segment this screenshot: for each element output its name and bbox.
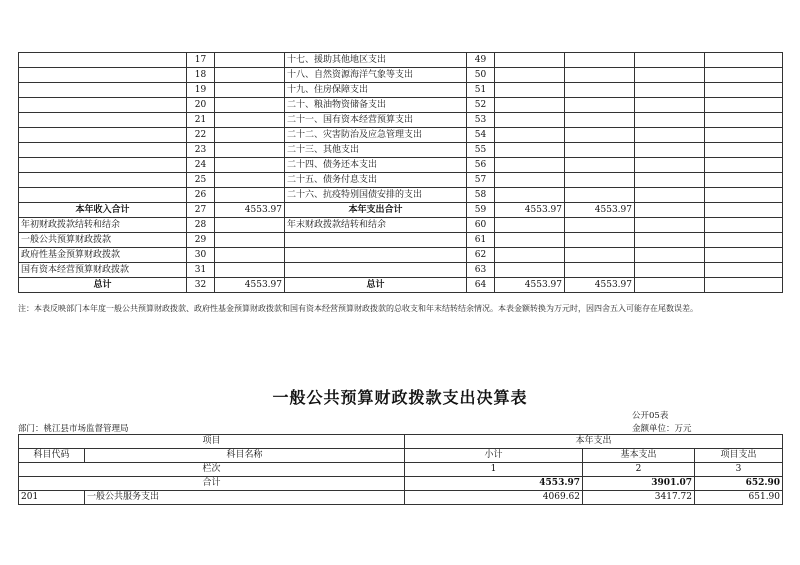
table-cell-f (495, 218, 565, 233)
table-cell-h (635, 278, 705, 293)
table-cell-b: 30 (187, 248, 215, 263)
table-cell-b: 32 (187, 278, 215, 293)
table-cell-g (565, 188, 635, 203)
table-cell-d: 总计 (285, 278, 467, 293)
table-cell-f (495, 143, 565, 158)
table-cell-b: 29 (187, 233, 215, 248)
table-cell-g (565, 98, 635, 113)
table-cell-f: 4553.97 (495, 203, 565, 218)
table-cell-i (705, 98, 783, 113)
table-cell-d: 十七、援助其他地区支出 (285, 53, 467, 68)
table-cell-c (215, 113, 285, 128)
department-label: 部门：桃江县市场监督管理局 (18, 424, 129, 434)
lanci-1: 1 (405, 463, 583, 477)
table-cell-d: 二十四、债务还本支出 (285, 158, 467, 173)
table-cell-i (705, 68, 783, 83)
table-cell-a: 一般公共预算财政拨款 (19, 233, 187, 248)
table-cell-d: 二十一、国有资本经营预算支出 (285, 113, 467, 128)
header-row-2 (19, 449, 783, 463)
table-cell-a (19, 68, 187, 83)
table-cell-g (565, 218, 635, 233)
table-row (19, 143, 783, 158)
table-cell-f (495, 113, 565, 128)
table-row (19, 53, 783, 68)
table-cell-b: 17 (187, 53, 215, 68)
table-cell-c (215, 98, 285, 113)
header-row-1 (19, 435, 783, 449)
table-cell-d: 二十三、其他支出 (285, 143, 467, 158)
table-cell-i (705, 203, 783, 218)
table-cell-b: 28 (187, 218, 215, 233)
table-cell-i (705, 263, 783, 278)
table-row (19, 158, 783, 173)
table-cell-h (635, 203, 705, 218)
lanci-2: 2 (583, 463, 695, 477)
table-row (19, 188, 783, 203)
table-cell-g (565, 158, 635, 173)
table-row (19, 218, 783, 233)
table-cell-h (635, 83, 705, 98)
table-cell-g (565, 173, 635, 188)
table-cell-d (285, 233, 467, 248)
table-cell-e: 50 (467, 68, 495, 83)
table-cell-a (19, 83, 187, 98)
table-row (19, 233, 783, 248)
table-cell-g (565, 83, 635, 98)
page-title: 一般公共预算财政拨款支出决算表 (272, 388, 528, 407)
table-cell-h (635, 218, 705, 233)
table-cell-a (19, 53, 187, 68)
table-cell-a (19, 128, 187, 143)
table-cell-h (635, 128, 705, 143)
table-row (19, 278, 783, 293)
table-cell-e: 59 (467, 203, 495, 218)
col-project: 项目支出 (695, 449, 783, 463)
table-cell-e: 56 (467, 158, 495, 173)
table-cell-a (19, 113, 187, 128)
table-cell-c (215, 143, 285, 158)
table-cell-h (635, 188, 705, 203)
row-subtotal: 4069.62 (405, 491, 583, 505)
table-cell-f (495, 98, 565, 113)
table-row (19, 173, 783, 188)
table-cell-f (495, 53, 565, 68)
table-cell-i (705, 278, 783, 293)
total-subtotal: 4553.97 (405, 477, 583, 491)
table-cell-c (215, 158, 285, 173)
total-project: 652.90 (695, 477, 783, 491)
table-cell-g (565, 128, 635, 143)
table-cell-d (285, 263, 467, 278)
table-cell-g (565, 248, 635, 263)
table-row (19, 203, 783, 218)
table-cell-c (215, 218, 285, 233)
table-cell-a (19, 158, 187, 173)
table-cell-i (705, 143, 783, 158)
table-cell-b: 23 (187, 143, 215, 158)
table-cell-e: 51 (467, 83, 495, 98)
table-row (19, 263, 783, 278)
table-cell-e: 54 (467, 128, 495, 143)
table-cell-h (635, 263, 705, 278)
table-cell-a (19, 173, 187, 188)
table-cell-g (565, 143, 635, 158)
table-cell-g (565, 113, 635, 128)
table-cell-b: 26 (187, 188, 215, 203)
total-basic: 3901.07 (583, 477, 695, 491)
total-label: 合计 (19, 477, 405, 491)
table-cell-b: 19 (187, 83, 215, 98)
lanci-row (19, 463, 783, 477)
table-row (19, 491, 783, 505)
row-name: 一般公共服务支出 (85, 491, 405, 505)
table-cell-c (215, 53, 285, 68)
table-cell-i (705, 53, 783, 68)
table-cell-e: 52 (467, 98, 495, 113)
table-cell-h (635, 248, 705, 263)
table-cell-a: 总计 (19, 278, 187, 293)
table-cell-i (705, 188, 783, 203)
table-cell-f (495, 233, 565, 248)
total-row (19, 477, 783, 491)
table-cell-a: 年初财政拨款结转和结余 (19, 218, 187, 233)
table-cell-i (705, 218, 783, 233)
form-number: 公开05表 (632, 411, 669, 421)
table-cell-g (565, 263, 635, 278)
lanci-3: 3 (695, 463, 783, 477)
table-cell-f (495, 83, 565, 98)
table-row (19, 68, 783, 83)
table-cell-b: 21 (187, 113, 215, 128)
table-cell-f (495, 248, 565, 263)
expenditure-table (18, 434, 783, 505)
table-cell-a (19, 98, 187, 113)
table-cell-c (215, 248, 285, 263)
table-cell-f (495, 68, 565, 83)
table-cell-f (495, 188, 565, 203)
table-cell-a: 本年收入合计 (19, 203, 187, 218)
table-cell-b: 25 (187, 173, 215, 188)
table-cell-d: 十九、住房保障支出 (285, 83, 467, 98)
table-cell-e: 62 (467, 248, 495, 263)
table-cell-b: 18 (187, 68, 215, 83)
table-cell-e: 64 (467, 278, 495, 293)
table-cell-a (19, 143, 187, 158)
header-year: 本年支出 (405, 435, 783, 449)
table-cell-e: 63 (467, 263, 495, 278)
table-cell-i (705, 248, 783, 263)
table-cell-h (635, 53, 705, 68)
table-row (19, 98, 783, 113)
table-cell-e: 58 (467, 188, 495, 203)
table-cell-h (635, 143, 705, 158)
table-cell-d: 二十五、债务付息支出 (285, 173, 467, 188)
col-subtotal: 小计 (405, 449, 583, 463)
table-cell-e: 61 (467, 233, 495, 248)
table-cell-c (215, 233, 285, 248)
table-row (19, 248, 783, 263)
table-cell-c (215, 83, 285, 98)
table-cell-c (215, 173, 285, 188)
col-basic: 基本支出 (583, 449, 695, 463)
table-cell-d: 年末财政拨款结转和结余 (285, 218, 467, 233)
table-cell-c (215, 263, 285, 278)
table-cell-a: 政府性基金预算财政拨款 (19, 248, 187, 263)
unit-label: 金额单位：万元 (632, 424, 692, 434)
table-cell-h (635, 113, 705, 128)
table-cell-a (19, 188, 187, 203)
table-note: 注：本表反映部门本年度一般公共预算财政拨款、政府性基金预算财政拨款和国有资本经营预算财政拨款的总收支和年末结转结余情况。本表金额转换为万元时，因四舍五入可能存在尾数误差。 (18, 304, 698, 313)
table-cell-g: 4553.97 (565, 203, 635, 218)
table-cell-d: 十八、自然资源海洋气象等支出 (285, 68, 467, 83)
table-row (19, 113, 783, 128)
table-cell-h (635, 158, 705, 173)
table-cell-i (705, 233, 783, 248)
col-name: 科目名称 (85, 449, 405, 463)
table-cell-c (215, 188, 285, 203)
table-cell-g (565, 233, 635, 248)
row-project: 651.90 (695, 491, 783, 505)
table-cell-e: 57 (467, 173, 495, 188)
table-cell-e: 49 (467, 53, 495, 68)
table-cell-h (635, 68, 705, 83)
table-cell-i (705, 113, 783, 128)
table-cell-e: 60 (467, 218, 495, 233)
table-cell-f (495, 158, 565, 173)
table-cell-i (705, 158, 783, 173)
table-cell-c (215, 128, 285, 143)
table-cell-i (705, 173, 783, 188)
lanci-label: 栏次 (19, 463, 405, 477)
table-cell-c: 4553.97 (215, 278, 285, 293)
table-cell-e: 55 (467, 143, 495, 158)
table-cell-c (215, 68, 285, 83)
table-cell-f (495, 128, 565, 143)
table-cell-g (565, 53, 635, 68)
table-cell-b: 20 (187, 98, 215, 113)
table-cell-b: 27 (187, 203, 215, 218)
table-cell-h (635, 98, 705, 113)
income-expense-table (18, 52, 783, 293)
table-cell-g (565, 68, 635, 83)
table-cell-h (635, 173, 705, 188)
table-cell-i (705, 83, 783, 98)
col-code: 科目代码 (19, 449, 85, 463)
table-row (19, 128, 783, 143)
table-cell-d: 二十六、抗疫特别国债安排的支出 (285, 188, 467, 203)
table-cell-d: 二十、粮油物资储备支出 (285, 98, 467, 113)
table-row (19, 83, 783, 98)
row-code: 201 (19, 491, 85, 505)
table-cell-b: 22 (187, 128, 215, 143)
table-cell-b: 31 (187, 263, 215, 278)
table-cell-e: 53 (467, 113, 495, 128)
row-basic: 3417.72 (583, 491, 695, 505)
table-cell-d: 二十二、灾害防治及应急管理支出 (285, 128, 467, 143)
table-cell-c: 4553.97 (215, 203, 285, 218)
table-cell-i (705, 128, 783, 143)
table-cell-f: 4553.97 (495, 278, 565, 293)
table-cell-d: 本年支出合计 (285, 203, 467, 218)
table-cell-g: 4553.97 (565, 278, 635, 293)
table-cell-b: 24 (187, 158, 215, 173)
header-item: 项目 (19, 435, 405, 449)
table-cell-h (635, 233, 705, 248)
table-cell-f (495, 173, 565, 188)
table-cell-f (495, 263, 565, 278)
table-cell-d (285, 248, 467, 263)
table-cell-a: 国有资本经营预算财政拨款 (19, 263, 187, 278)
